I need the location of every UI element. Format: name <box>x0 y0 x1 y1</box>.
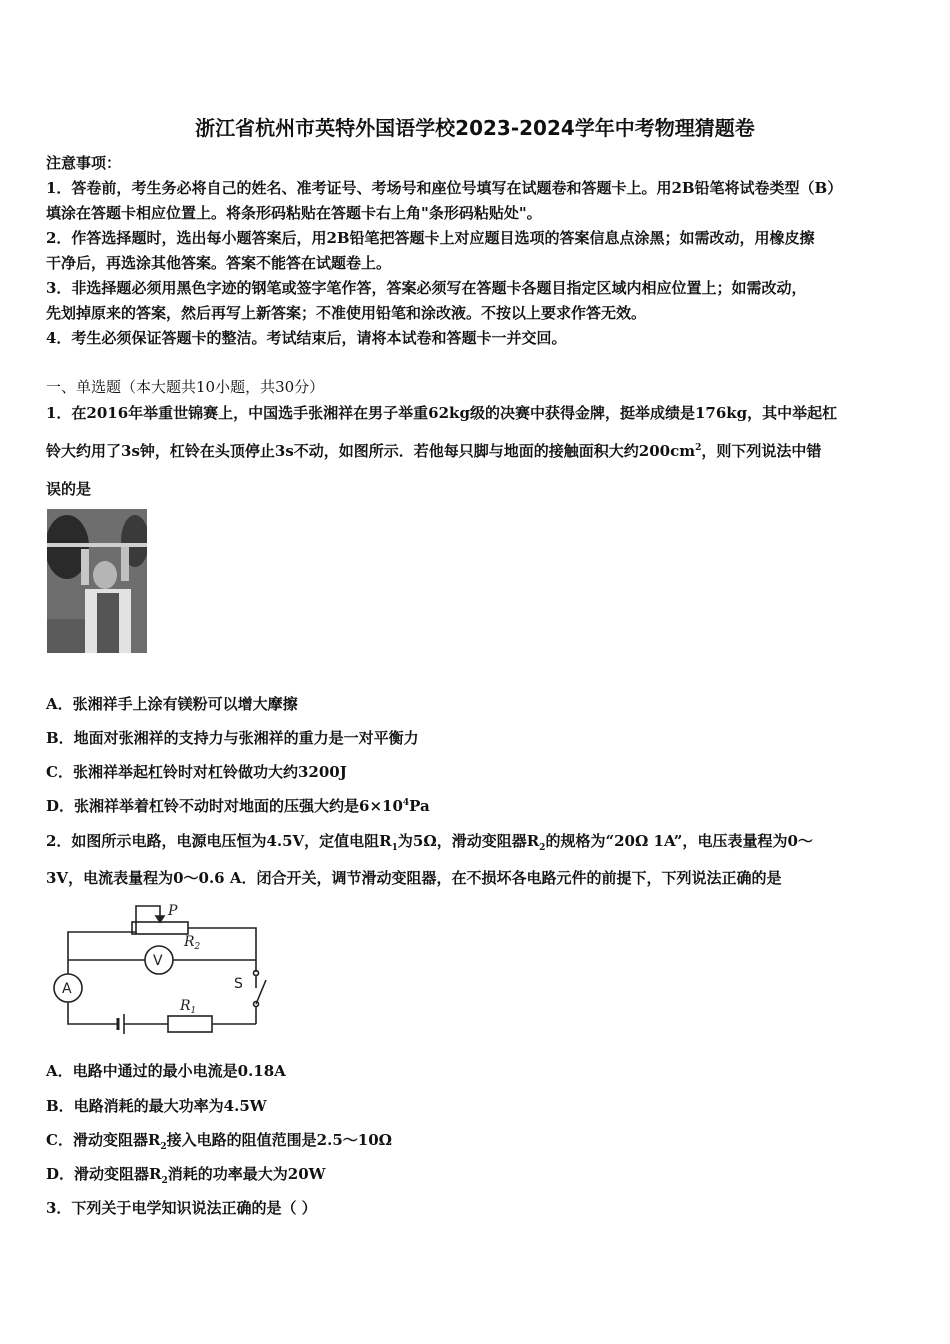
q1-text-line3: 误的是 <box>46 480 92 498</box>
notice-line: 4．考生必须保证答题卡的整洁。考试结束后，请将本试卷和答题卡一并交回。 <box>46 329 567 347</box>
notice-line: 1．答卷前，考生务必将自己的姓名、准考证号、考场号和座位号填写在试题卷和答题卡上。用2B铅笔将试卷类型（B） <box>46 179 843 197</box>
page-title: 浙江省杭州市英特外国语学校2023-2024学年中考物理猜题卷 <box>195 116 755 140</box>
voltmeter-label: V <box>153 953 163 969</box>
switch-label: S <box>234 976 243 992</box>
notice-line: 先划掉原来的答案，然后再写上新答案；不准使用铅笔和涂改液。不按以上要求作答无效。 <box>46 304 647 322</box>
q2-option-b: B．电路消耗的最大功率为4.5W <box>46 1097 267 1115</box>
notice-line: 干净后，再选涂其他答案。答案不能答在试题卷上。 <box>46 254 392 272</box>
notice-line: 2．作答选择题时，选出每小题答案后，用2B铅笔把答题卡上对应题目选项的答案信息点涂黑；如需改动，用橡皮擦 <box>46 229 815 247</box>
q2-option-d: D．滑动变阻器$R_2$消耗的功率最大为20W <box>46 1165 326 1186</box>
q1-option-d: D．张湘祥举着杠铃不动时对地面的压强大约是$6\times 10^4Pa$ <box>46 797 430 815</box>
notice-line: 3．非选择题必须用黑色字迹的钢笔或签字笔作答，答案必须写在答题卡各题目指定区域内相应位置上；如需改动， <box>46 279 807 297</box>
weightlifter-photo <box>47 509 147 653</box>
ammeter-label: A <box>62 981 72 997</box>
r1-label: $R_1$ <box>180 998 197 1016</box>
section-heading: 一、单选题（本大题共10小题，共30分） <box>46 378 325 396</box>
notice-heading: 注意事项： <box>46 154 122 172</box>
q2-option-a: A．电路中通过的最小电流是0.18A <box>46 1062 286 1080</box>
q1-option-a: A．张湘祥手上涂有镁粉可以增大摩擦 <box>46 695 298 713</box>
slider-label: P <box>168 903 178 919</box>
q2-option-c: C．滑动变阻器$R_2$接入电路的阻值范围是2.5～10Ω <box>46 1131 392 1152</box>
circuit-diagram <box>44 898 270 1042</box>
q2-text-line2: 3V，电流表量程为0～0.6 A．闭合开关，调节滑动变阻器，在不损坏各电路元件的前提下，下列说法正确的是 <box>46 869 782 887</box>
q1-option-b: B．地面对张湘祥的支持力与张湘祥的重力是一对平衡力 <box>46 729 419 747</box>
q2-text-line1: 2．如图所示电路，电源电压恒为4.5V，定值电阻$R_1$为5Ω，滑动变阻器$R_2$的规格为“20Ω 1A”，电压表量程为0～ <box>46 832 813 853</box>
q1-option-c: C．张湘祥举起杠铃时对杠铃做功大约3200J <box>46 763 347 781</box>
r2-label: $R_2$ <box>184 934 201 952</box>
notice-line: 填涂在答题卡相应位置上。将条形码粘贴在答题卡右上角"条形码粘贴处"。 <box>46 204 542 222</box>
q1-text-line2: 铃大约用了3s钟，杠铃在头顶停止3s不动，如图所示．若他每只脚与地面的接触面积大约$200cm^2$，则下列说法中错 <box>46 442 822 460</box>
q1-text-line1: 1．在2016年举重世锦赛上，中国选手张湘祥在男子举重62kg级的决赛中获得金牌，挺举成绩是176kg，其中举起杠 <box>46 404 838 422</box>
q3-text-line1: 3．下列关于电学知识说法正确的是（ ） <box>46 1199 317 1217</box>
